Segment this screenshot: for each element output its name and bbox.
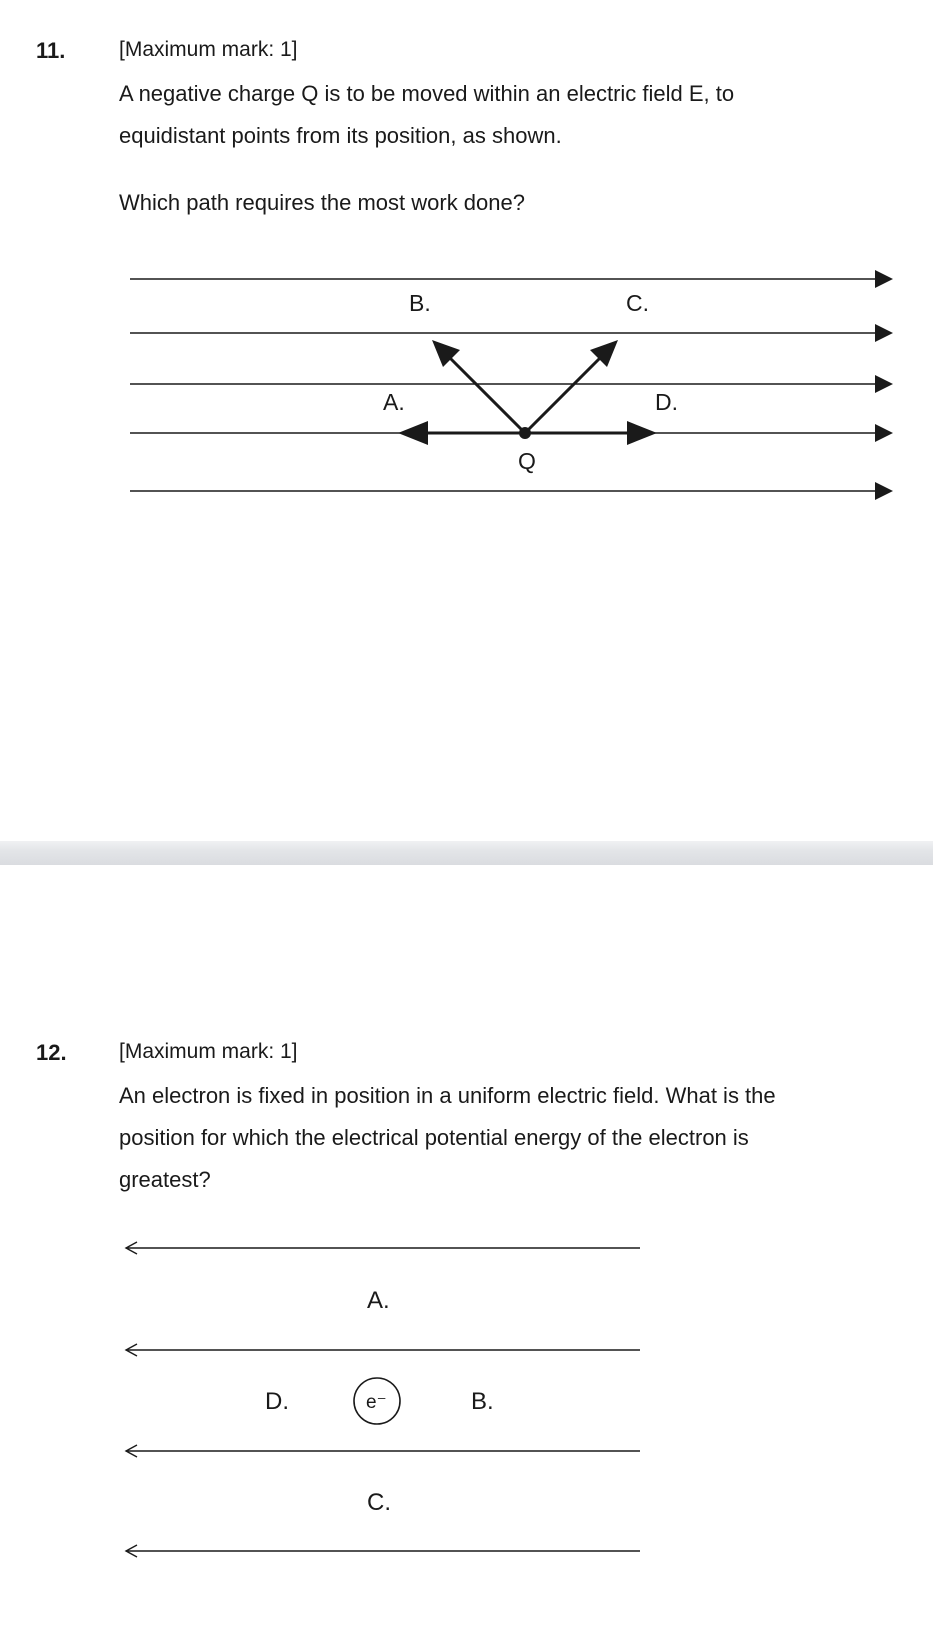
page-divider [0, 841, 933, 865]
q12-label-a: A. [367, 1287, 390, 1314]
path-c-line [525, 358, 600, 433]
electron-label: e⁻ [366, 1392, 387, 1413]
q12-label-c: C. [367, 1489, 391, 1516]
q12-label-d: D. [265, 1388, 289, 1415]
q11-stem-line2: equidistant points from its position, as shown. [119, 123, 562, 148]
field-arrowhead [875, 324, 893, 342]
q11-field-lines [130, 270, 893, 500]
q11-label-b: B. [409, 290, 431, 316]
q12-label-b: B. [471, 1388, 494, 1415]
path-b-line [450, 358, 525, 433]
q12-stem-line2: position for which the electrical potential energy of the electron is [119, 1125, 749, 1150]
q11-label-q: Q [518, 448, 536, 474]
q11-label-c: C. [626, 290, 649, 316]
field-arrowhead [875, 375, 893, 393]
q11-question: Which path requires the most work done? [119, 190, 525, 215]
q11-stem [119, 73, 919, 157]
field-arrowhead [875, 482, 893, 500]
q11-stem-line1: A negative charge Q is to be moved within an electric field E, to [119, 81, 735, 106]
field-arrowhead [875, 270, 893, 288]
q11-paths [398, 340, 657, 445]
q12-max-mark: [Maximum mark: 1] [119, 1040, 298, 1063]
q12-stem-line3: greatest? [119, 1167, 211, 1192]
field-arrowhead [875, 424, 893, 442]
path-a-arrowhead [398, 421, 428, 445]
path-d-arrowhead [627, 421, 657, 445]
charge-q-dot [519, 427, 531, 439]
q12-stem [119, 1075, 919, 1201]
q11-electric-field-diagram [0, 255, 933, 515]
q12-number: 12. [36, 1040, 67, 1065]
q11-number: 11. [36, 38, 66, 63]
q11-label-d: D. [655, 389, 678, 415]
q11-max-mark: [Maximum mark: 1] [119, 38, 298, 61]
q11-label-a: A. [383, 389, 405, 415]
q12-uniform-field-diagram [0, 1230, 933, 1560]
q12-stem-line1: An electron is fixed in position in a uniform electric field. What is the [119, 1083, 776, 1108]
